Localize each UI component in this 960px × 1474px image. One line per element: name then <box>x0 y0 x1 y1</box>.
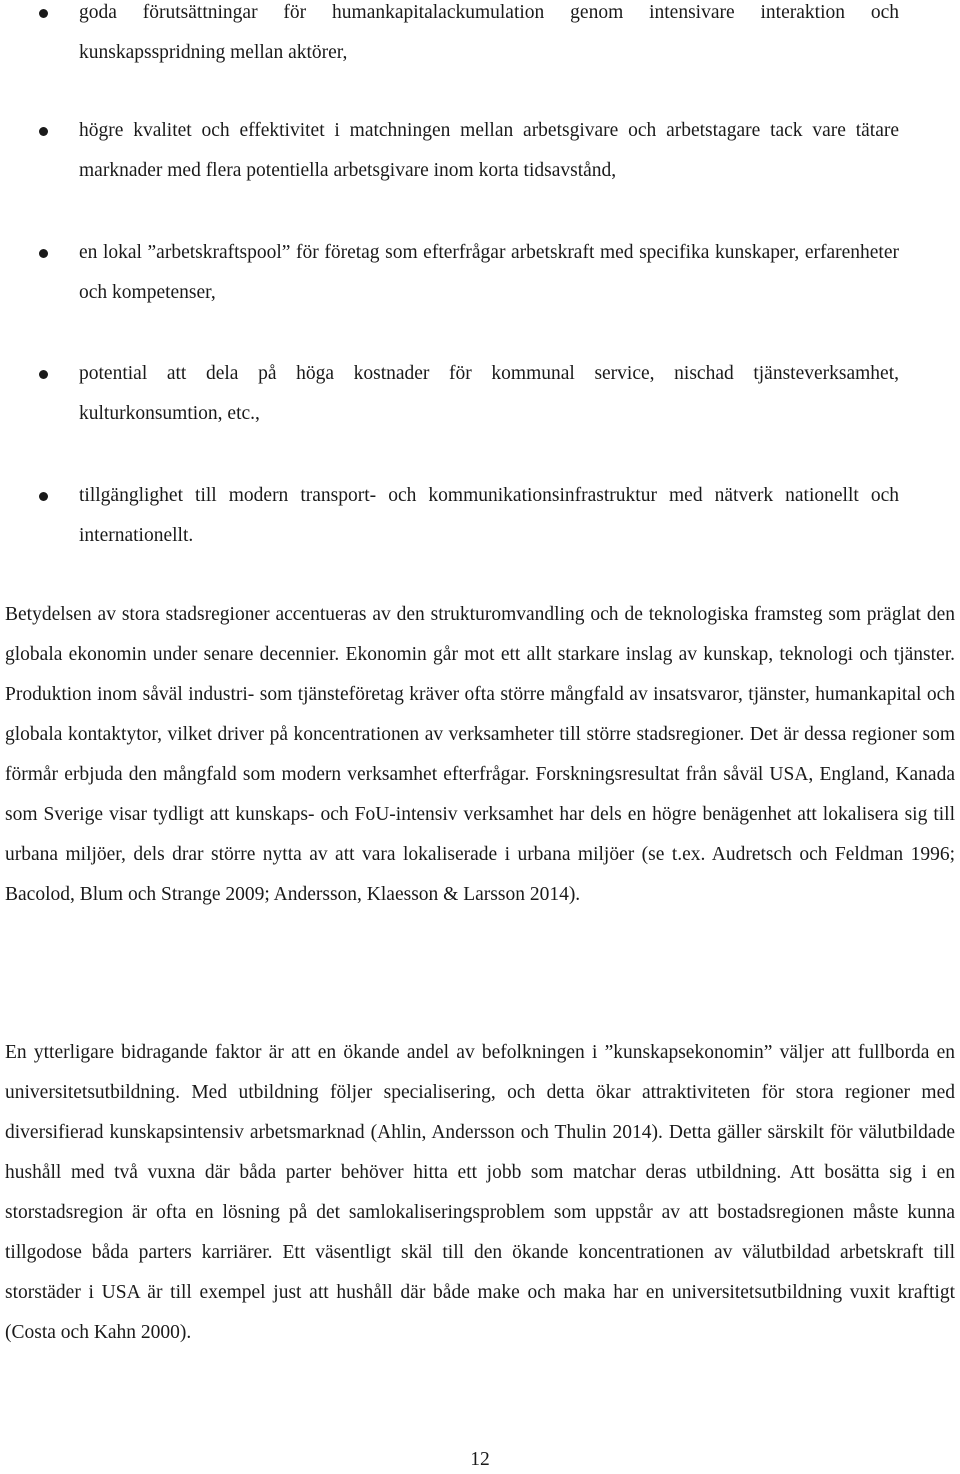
bullet-text: goda förutsättningar för humankapitalackumulation genom intensivare interaktion och kunskapsspridning mellan aktörer, <box>79 2 899 63</box>
bullet-text: en lokal ”arbetskraftspool” för företag som efterfrågar arbetskraft med specifika kunskaper, erfarenheter och kompetenser, <box>79 242 899 303</box>
bullet-text: potential att dela på höga kostnader för kommunal service, nischad tjänsteverksamhet, kulturkonsumtion, etc., <box>79 363 899 424</box>
bullet-icon <box>39 249 48 258</box>
bullet-icon <box>39 9 48 18</box>
bullet-icon <box>39 370 48 379</box>
body-paragraph: En ytterligare bidragande faktor är att en ökande andel av befolkningen i ”kunskapsekonomin” väljer att fullborda en universitetsutbildning. Med utbildning följer specialisering, och detta ökar attraktiviteten för stora regioner med diversifierad kunskapsintensiv arbetsmarknad (Ahlin, Andersson och Thulin 2014). Detta gäller särskilt för välutbildade hushåll med två vuxna där båda parter behöver hitta ett jobb som matchar deras utbildning. Att bosätta sig i en storstadsregion är ofta en lösning på det samlokaliseringsproblem som uppstår av att bostadsregionen måste kunna tillgodose båda parters karriärer. Ett väsentligt skäl till den ökande koncentrationen av välutbildad arbetskraft till storstäder i USA är till exempel just att hushåll där både make och maka har en universitetsutbildning vuxit kraftigt (Costa och Kahn 2000). <box>5 1042 955 1343</box>
bullet-icon <box>39 492 48 501</box>
bullet-text: högre kvalitet och effektivitet i matchningen mellan arbetsgivare och arbetstagare tack vare tätare marknader med flera potentiella arbetsgivare inom korta tidsavstånd, <box>79 120 899 181</box>
bullet-icon <box>39 127 48 136</box>
body-paragraph: Betydelsen av stora stadsregioner accentueras av den strukturomvandling och de teknologiska framsteg som präglat den globala ekonomin under senare decennier. Ekonomin går mot ett allt starkare inslag av kunskap, teknologi och tjänster. Produktion inom såväl industri- som tjänsteföretag kräver ofta större mångfald av insatsvaror, tjänster, humankapital och globala kontaktytor, vilket driver på koncentrationen av verksamheter till större stadsregioner. Det är dessa regioner som förmår erbjuda den mångfald som modern verksamhet efterfrågar. Forskningsresultat från såväl USA, England, Kanada som Sverige visar tydligt att kunskaps- och FoU-intensiv verksamhet har dels en högre benägenhet att lokalisera sig till urbana miljöer, dels drar större nytta av att vara lokaliserade i urbana miljöer (se t.ex. Audretsch och Feldman 1996; Bacolod, Blum och Strange 2009; Andersson, Klaesson & Larsson 2014). <box>5 604 955 905</box>
page-number: 12 <box>470 1449 490 1470</box>
bullet-text: tillgänglighet till modern transport- och kommunikationsinfrastruktur med nätverk nationellt och internationellt. <box>79 485 899 546</box>
